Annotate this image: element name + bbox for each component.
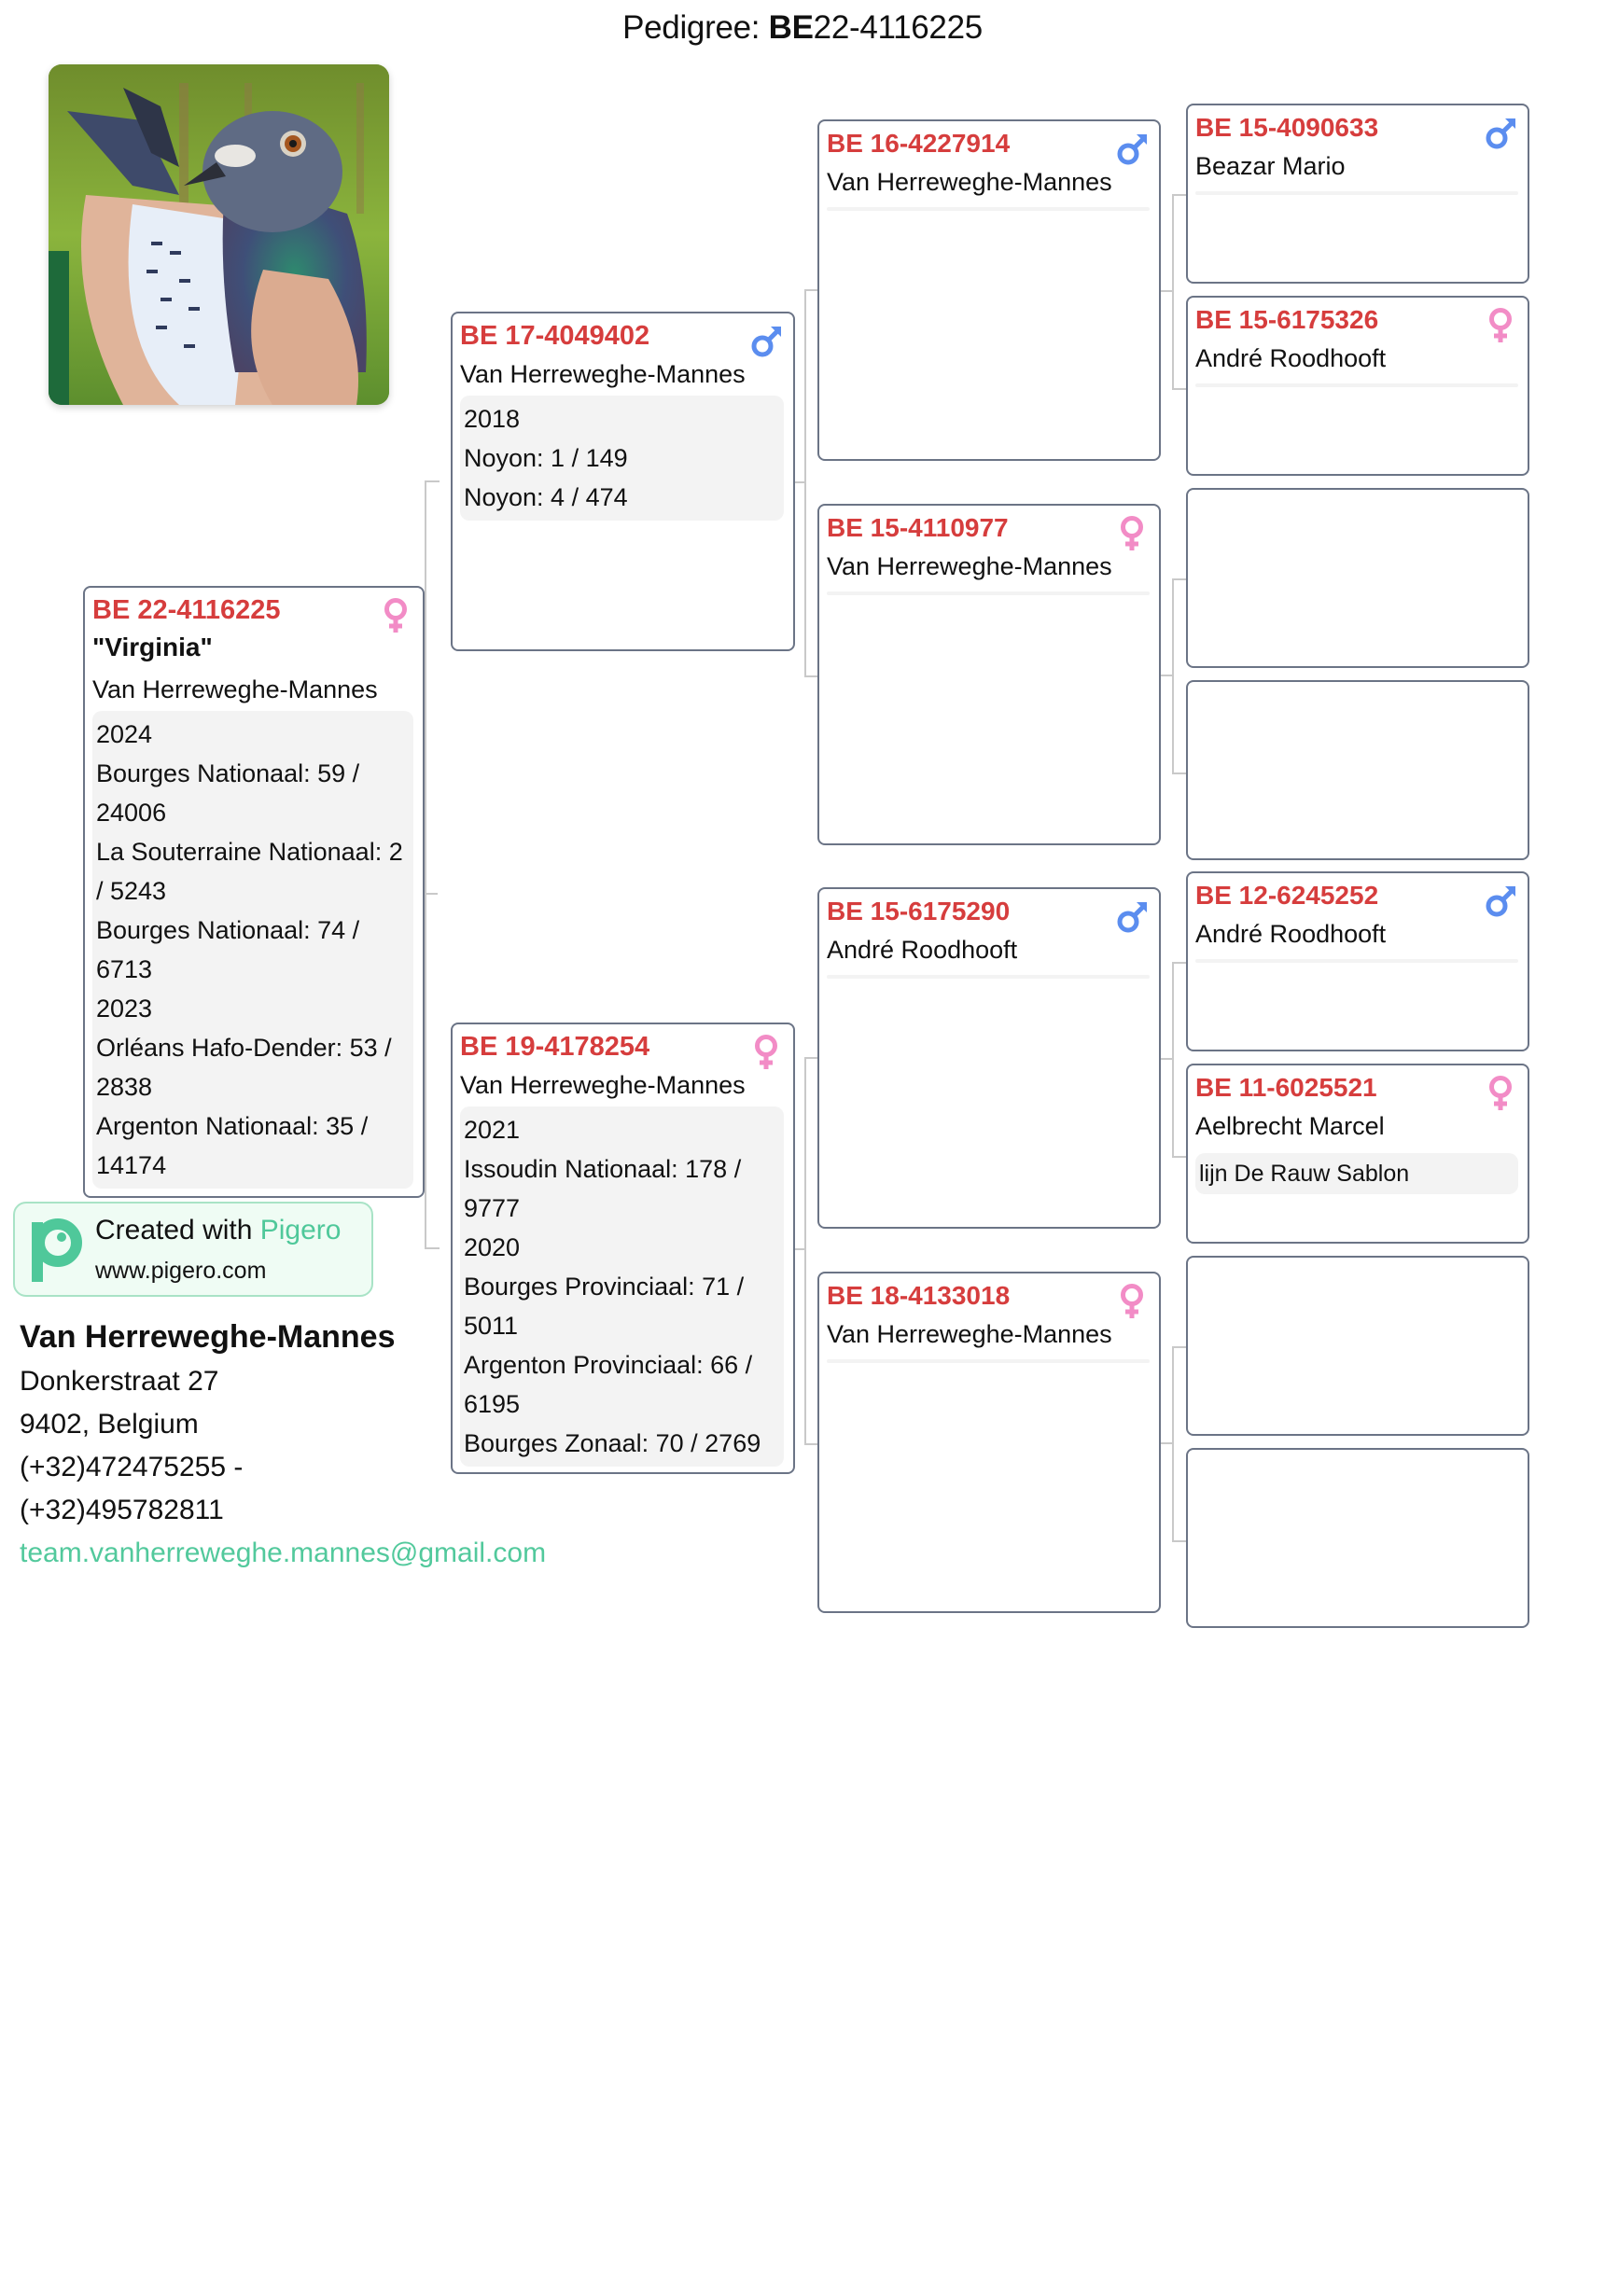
result-line: Bourges Zonaal: 70 / 2769 (464, 1429, 761, 1457)
great-grandparent-ring-number: BE 12-6245252 (1195, 881, 1379, 910)
breeder-city: 9402, Belgium (20, 1409, 199, 1440)
great-grandparent-results (1195, 959, 1518, 963)
result-line: La Souterraine Nationaal: 2 / 5243 (96, 838, 403, 905)
grandparent-ring-number: BE 16-4227914 (827, 129, 1011, 158)
great-grandparent-results (1195, 191, 1518, 195)
sire-owner: Van Herreweghe-Mannes (460, 360, 746, 388)
result-line: Argenton Provinciaal: 66 / 6195 (464, 1351, 753, 1418)
great-grandparent-card-empty[interactable] (1186, 488, 1529, 668)
grandparent-card[interactable] (817, 504, 1161, 845)
grandparent-owner: Van Herreweghe-Mannes (827, 552, 1112, 580)
result-line: Issoudin Nationaal: 178 / 9777 (464, 1155, 742, 1222)
male-icon (1116, 131, 1148, 168)
grandparent-results (827, 1359, 1150, 1363)
grandparent-ring-number: BE 15-6175290 (827, 897, 1011, 925)
result-line: Orléans Hafo-Dender: 53 / 2838 (96, 1034, 392, 1101)
great-grandparent-ring-number: BE 11-6025521 (1195, 1073, 1377, 1102)
dam-ring-number: BE 19-4178254 (460, 1032, 650, 1062)
connector-dam-mid (795, 1248, 806, 1250)
female-icon (1116, 1283, 1148, 1320)
pigero-logo-icon (30, 1217, 82, 1284)
connector-g3-4-in (1161, 1442, 1172, 1444)
sire-results (460, 396, 784, 521)
page-title (0, 9, 1605, 47)
created-with-label: Created with (95, 1215, 260, 1245)
pigero-url-link[interactable]: www.pigero.com (95, 1258, 267, 1284)
breeder-name: Van Herreweghe-Mannes (20, 1319, 396, 1355)
great-grandparent-note: lijn De Rauw Sablon (1195, 1153, 1518, 1194)
grandparent-ring-number: BE 15-4110977 (827, 513, 1009, 542)
sire-card[interactable] (451, 312, 795, 651)
result-line: 2021 (464, 1116, 521, 1144)
breeder-phone-1: (+32)472475255 - (20, 1452, 244, 1482)
subject-results (92, 711, 413, 1189)
grandparent-owner: Van Herreweghe-Mannes (827, 168, 1112, 196)
grandparent-card[interactable] (817, 119, 1161, 461)
great-grandparent-owner: André Roodhooft (1195, 344, 1387, 372)
great-grandparent-ring-number: BE 15-6175326 (1195, 305, 1379, 334)
great-grandparent-card[interactable] (1186, 104, 1529, 284)
subject-ring-number: BE 22-4116225 (92, 595, 281, 625)
result-line: 2020 (464, 1233, 521, 1261)
great-grandparent-card[interactable] (1186, 296, 1529, 476)
result-line: Bourges Nationaal: 74 / 6713 (96, 916, 360, 983)
result-line: Bourges Provinciaal: 71 / 5011 (464, 1273, 745, 1340)
breeder-phone-2: (+32)495782811 (20, 1495, 224, 1525)
female-icon (750, 1034, 782, 1071)
female-icon (1485, 307, 1516, 344)
great-grandparent-owner: André Roodhooft (1195, 920, 1387, 948)
connector-g3-1-in (1161, 290, 1172, 292)
pigeon-photo-image (49, 64, 389, 405)
grandparent-results (827, 975, 1150, 979)
great-grandparent-card[interactable] (1186, 1064, 1529, 1244)
subject-name: "Virginia" (92, 633, 213, 661)
connector-sire-mid (795, 481, 806, 483)
connector-g3-3-in (1161, 1058, 1172, 1060)
male-icon (1116, 898, 1148, 936)
title-country: BE (768, 9, 814, 46)
subject-owner: Van Herreweghe-Mannes (92, 675, 378, 703)
great-grandparent-ring-number: BE 15-4090633 (1195, 113, 1379, 142)
connector-gen1-mid (425, 893, 438, 895)
grandparent-ring-number: BE 18-4133018 (827, 1281, 1011, 1310)
result-line: Noyon: 1 / 149 (464, 444, 628, 472)
result-line: Noyon: 4 / 474 (464, 483, 628, 511)
male-icon (1485, 115, 1516, 152)
grandparent-card[interactable] (817, 1272, 1161, 1613)
breeder-info (20, 1314, 546, 1575)
great-grandparent-results (1195, 383, 1518, 387)
dam-owner: Van Herreweghe-Mannes (460, 1071, 746, 1099)
great-grandparent-card-empty[interactable] (1186, 680, 1529, 860)
male-icon (1485, 883, 1516, 920)
great-grandparent-card[interactable] (1186, 871, 1529, 1051)
great-grandparent-owner: Aelbrecht Marcel (1195, 1112, 1385, 1140)
brand-name[interactable]: Pigero (259, 1215, 342, 1245)
result-line: Bourges Nationaal: 59 / 24006 (96, 759, 360, 827)
grandparent-results (827, 207, 1150, 211)
subject-card[interactable] (83, 586, 425, 1198)
great-grandparent-card-empty[interactable] (1186, 1448, 1529, 1628)
pigero-badge[interactable] (13, 1202, 373, 1297)
female-icon (1485, 1075, 1516, 1112)
female-icon (380, 597, 412, 634)
title-prefix: Pedigree: (622, 9, 769, 46)
breeder-street: Donkerstraat 27 (20, 1366, 219, 1397)
great-grandparent-owner: Beazar Mario (1195, 152, 1346, 180)
breeder-email-link[interactable]: team.vanherreweghe.mannes@gmail.com (20, 1538, 547, 1568)
pigeon-photo[interactable] (49, 64, 389, 405)
result-line: 2024 (96, 720, 153, 748)
title-ring: 22-4116225 (813, 9, 983, 46)
grandparent-owner: André Roodhooft (827, 936, 1018, 964)
connector-gen1 (425, 480, 440, 1249)
grandparent-card[interactable] (817, 887, 1161, 1229)
grandparent-results (827, 591, 1150, 595)
great-grandparent-card-empty[interactable] (1186, 1256, 1529, 1436)
sire-ring-number: BE 17-4049402 (460, 321, 650, 351)
result-line: Argenton Nationaal: 35 / 14174 (96, 1112, 369, 1179)
male-icon (750, 323, 782, 360)
female-icon (1116, 515, 1148, 552)
result-line: 2018 (464, 405, 521, 433)
grandparent-owner: Van Herreweghe-Mannes (827, 1320, 1112, 1348)
result-line: 2023 (96, 995, 153, 1023)
connector-g3-2-in (1161, 675, 1172, 676)
created-with-text (95, 1215, 341, 1246)
